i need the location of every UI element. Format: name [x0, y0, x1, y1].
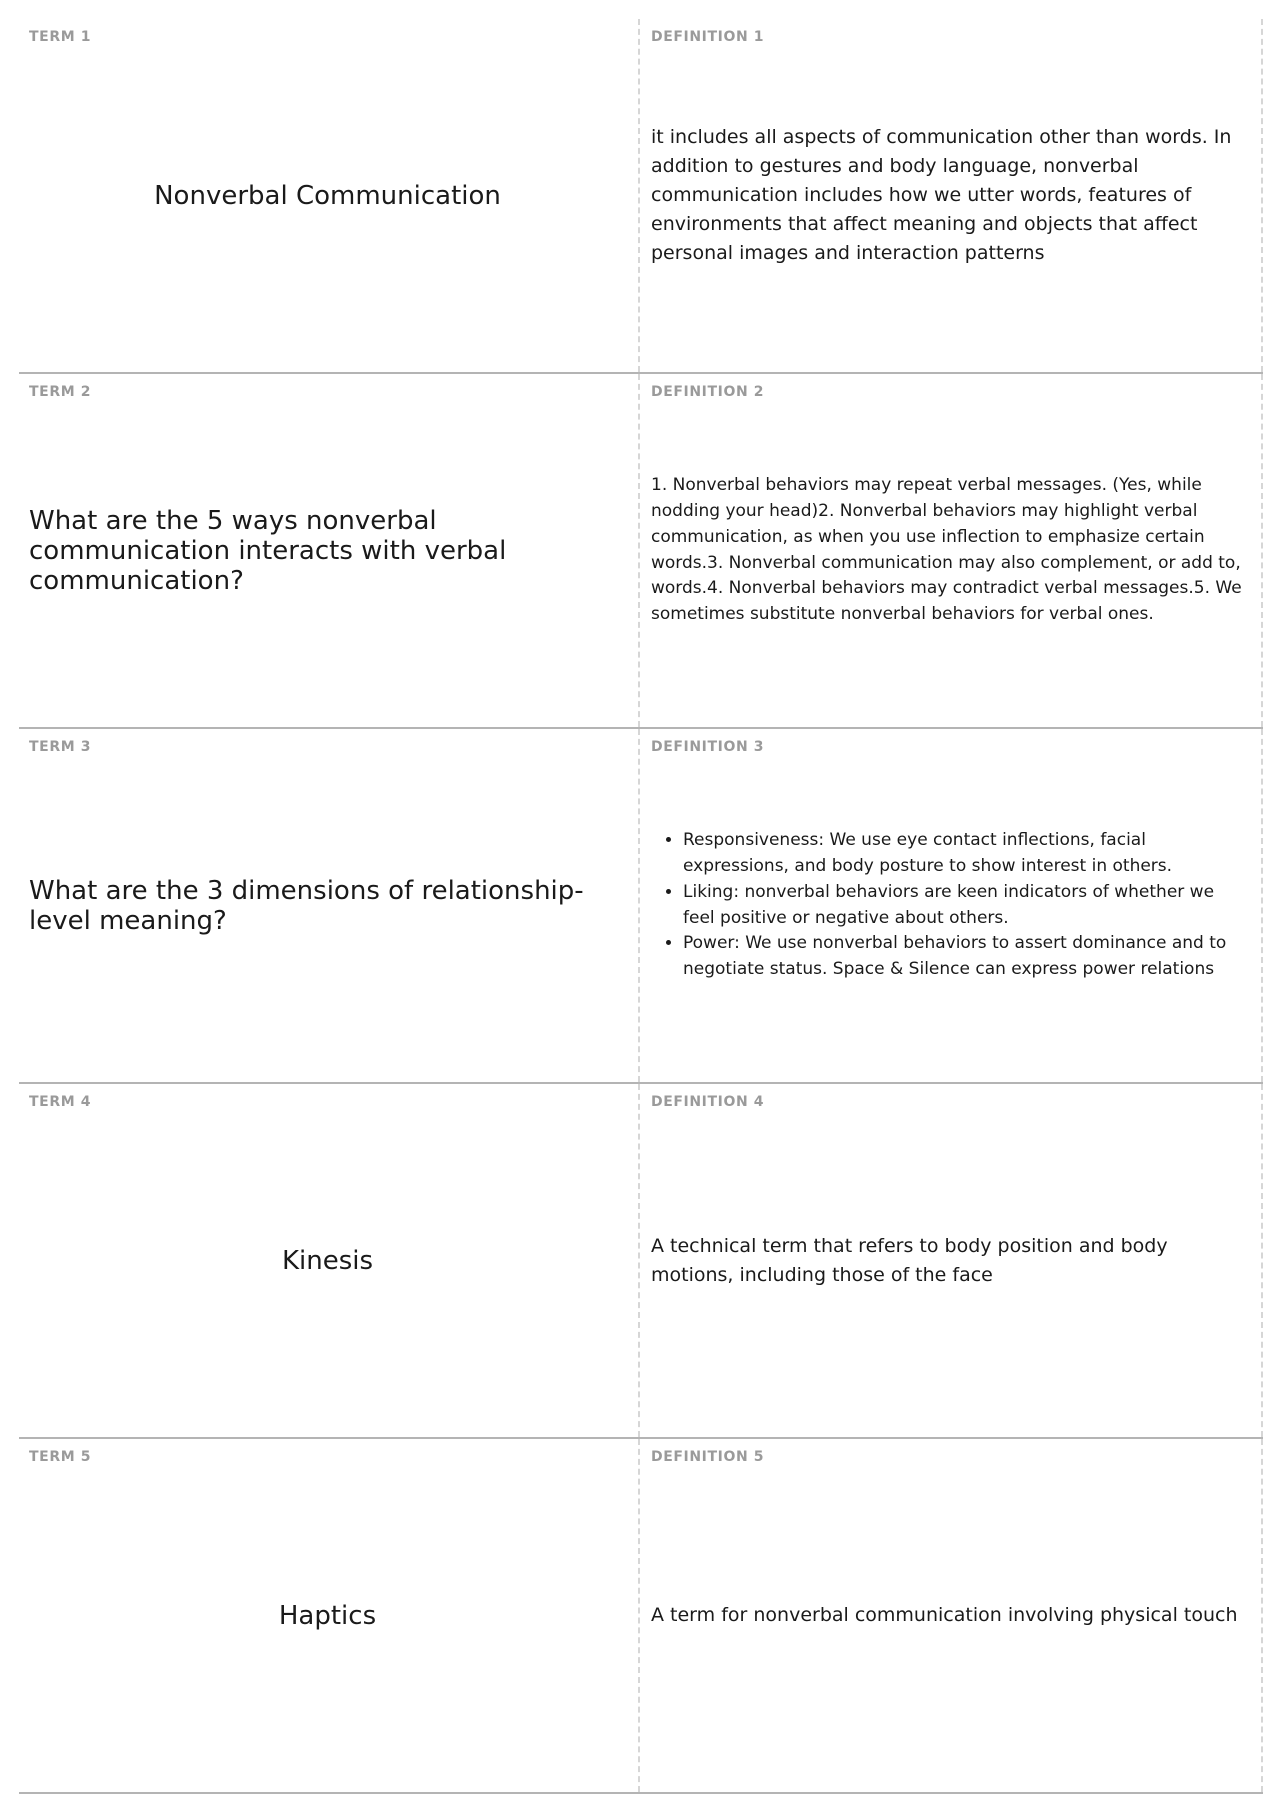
- definition-cell: [640, 1084, 1263, 1437]
- term-label: TERM 4: [29, 1094, 92, 1110]
- term-cell: [19, 1084, 640, 1437]
- flashcard-row: [19, 1084, 1263, 1439]
- flashcard-row: [19, 19, 1263, 374]
- definition-cell: [640, 374, 1263, 727]
- definition-text: A technical term that refers to body position and body motions, including those of the face: [651, 1234, 1168, 1286]
- term-label: TERM 5: [29, 1449, 92, 1465]
- definition-cell: [640, 19, 1263, 372]
- flashcard-row: [19, 374, 1263, 729]
- definition-list-item: • Power: We use nonverbal behaviors to assert dominance and to negotiate status. Space & Silence can express power relations: [683, 931, 1251, 982]
- definition-label: DEFINITION 2: [651, 384, 765, 400]
- definition-label: DEFINITION 4: [651, 1094, 765, 1110]
- definition-label: DEFINITION 1: [651, 29, 765, 45]
- definition-cell: [640, 729, 1263, 1082]
- flashcard-row: [19, 1439, 1263, 1794]
- term-label: TERM 1: [29, 29, 92, 45]
- term-cell: [19, 19, 640, 372]
- flashcard-row: [19, 729, 1263, 1084]
- term-text: Haptics: [278, 1600, 377, 1631]
- definition-text: A term for nonverbal communication involving physical touch: [651, 1604, 1238, 1626]
- term-cell: [19, 729, 640, 1082]
- definition-list-item: • Liking: nonverbal behaviors are keen indicators of whether we feel positive or negative about others.: [683, 880, 1251, 931]
- definition-label: DEFINITION 5: [651, 1449, 765, 1465]
- term-text: Kinesis: [281, 1245, 374, 1276]
- definition-label: DEFINITION 3: [651, 739, 765, 755]
- definition-text: it includes all aspects of communication other than words. In addition to gestures and body language, nonverbal communication includes how we utter words, features of environments that affect meaning and objects that affect personal images and interaction patterns: [651, 126, 1232, 264]
- term-label: TERM 3: [29, 739, 92, 755]
- definition-cell: [640, 1439, 1263, 1792]
- term-text: What are the 3 dimensions of relationship-level meaning?: [29, 875, 584, 936]
- term-label: TERM 2: [29, 384, 92, 400]
- definition-list: [651, 828, 1251, 982]
- definition-list-item: • Responsiveness: We use eye contact inflections, facial expressions, and body posture to show interest in others.: [683, 828, 1251, 879]
- flashcard-sheet: [19, 19, 1263, 1794]
- term-text: What are the 5 ways nonverbal communication interacts with verbal communication?: [29, 505, 507, 596]
- term-cell: [19, 374, 640, 727]
- term-cell: [19, 1439, 640, 1792]
- term-text: Nonverbal Communication: [154, 180, 501, 211]
- definition-text: 1. Nonverbal behaviors may repeat verbal messages. (Yes, while nodding your head)2. Nonverbal behaviors may highlight verbal communication, as when you use inflection to emphasize certain words.3. Nonverbal communication may also complement, or add to, words.4. Nonverbal behaviors may contradict verbal messages.5. We sometimes substitute nonverbal behaviors for verbal ones.: [651, 475, 1242, 624]
